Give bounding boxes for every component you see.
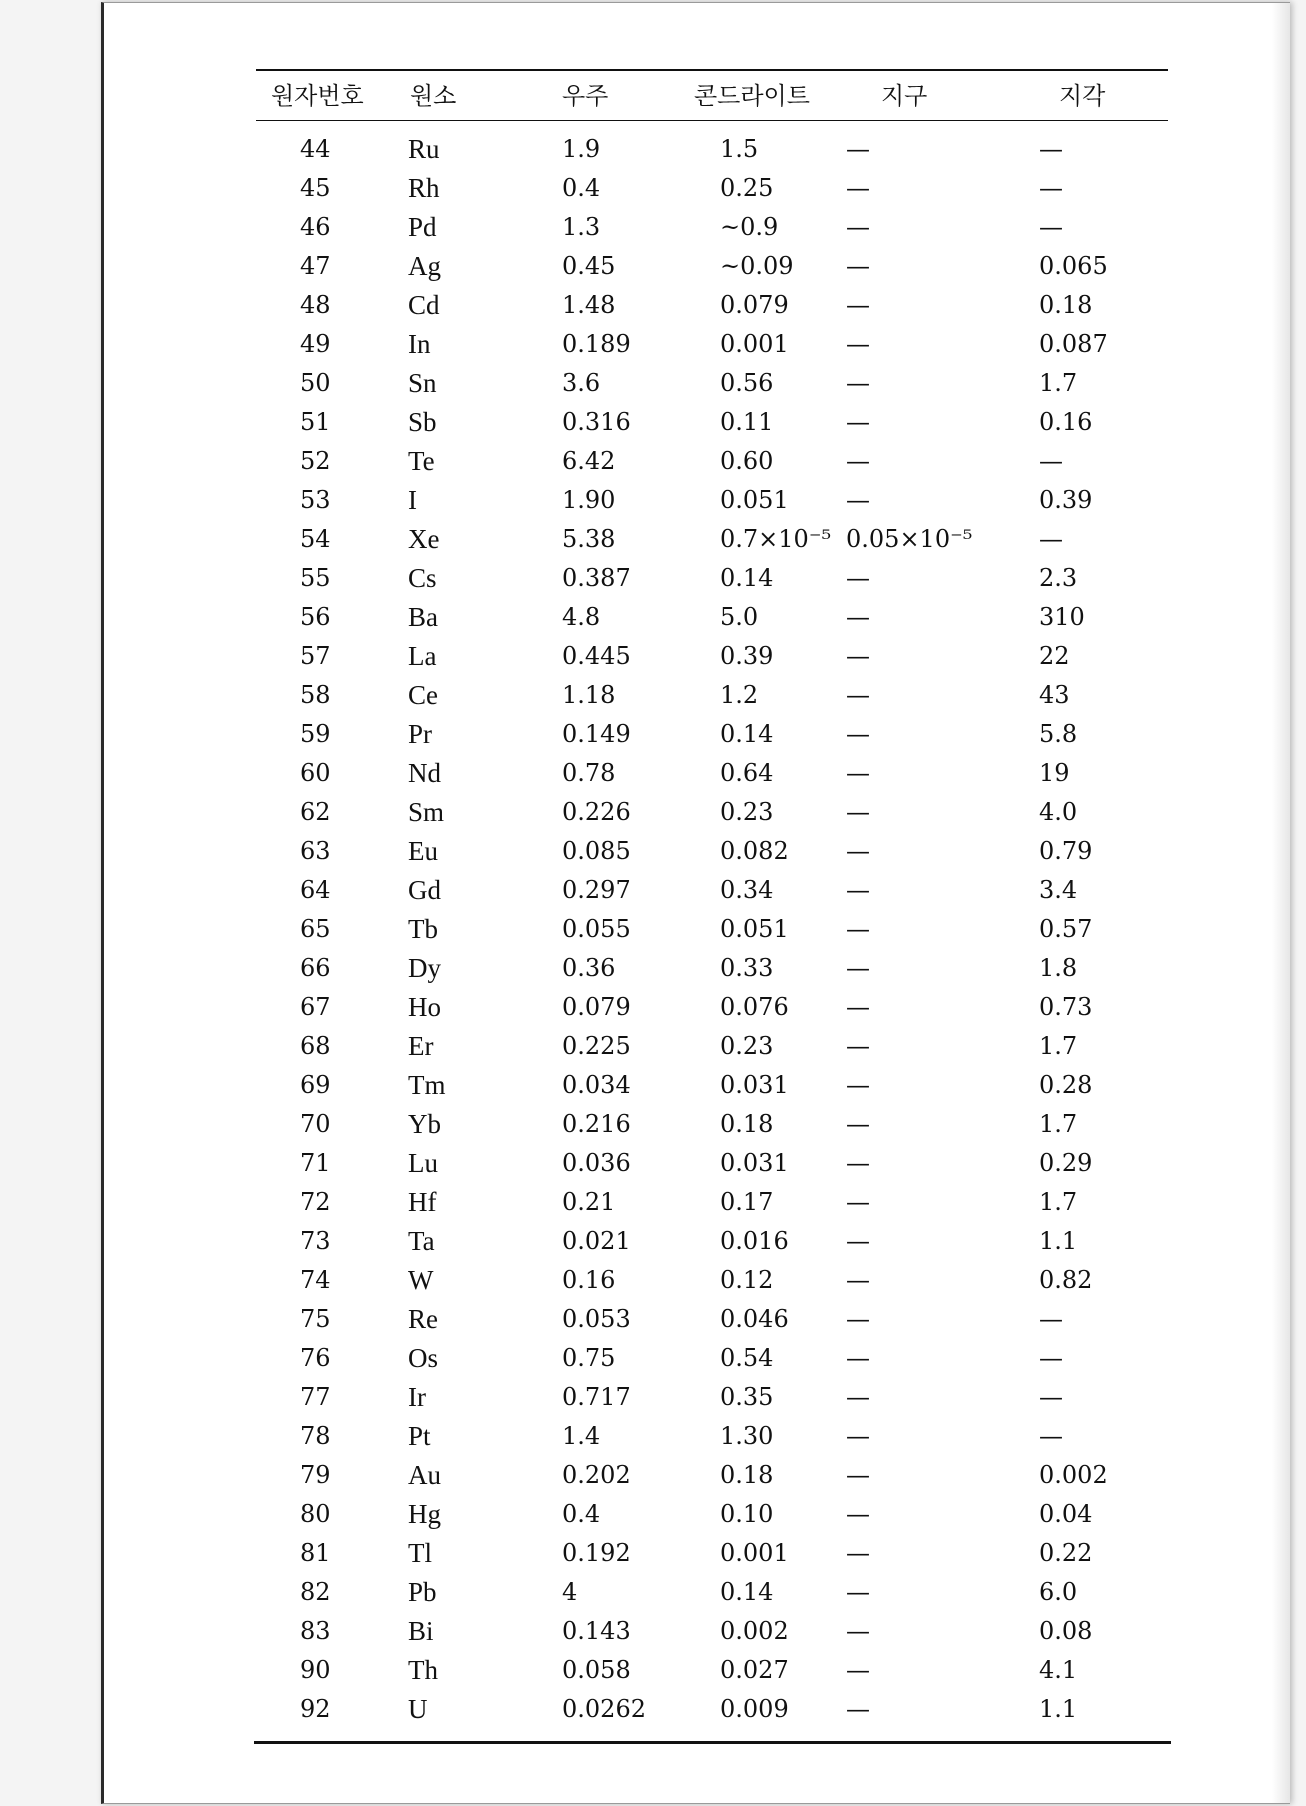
table-row <box>104 364 1290 403</box>
table-row <box>104 1612 1290 1651</box>
cell-atomic-number: 49 <box>300 330 331 358</box>
cell-earth: 0.05×10⁻⁵ <box>846 525 973 553</box>
cell-earth: — <box>846 1032 870 1060</box>
cell-atomic-number: 57 <box>300 642 331 670</box>
cell-crust: 0.73 <box>1039 993 1093 1021</box>
table-row <box>104 871 1290 910</box>
cell-chondrite: 0.076 <box>720 993 789 1021</box>
cell-atomic-number: 44 <box>300 135 331 163</box>
table-row <box>104 1105 1290 1144</box>
cell-earth: — <box>846 135 870 163</box>
cell-cosmic: 4.8 <box>562 603 601 631</box>
cell-element: Tm <box>408 1070 446 1100</box>
cell-chondrite: 0.56 <box>720 369 774 397</box>
cell-atomic-number: 58 <box>300 681 331 709</box>
cell-crust: 1.7 <box>1039 1110 1078 1138</box>
cell-crust: 0.08 <box>1039 1617 1093 1645</box>
table-row <box>104 1183 1290 1222</box>
table-row <box>104 637 1290 676</box>
cell-earth: — <box>846 486 870 514</box>
cell-element: Cs <box>408 563 437 593</box>
cell-atomic-number: 48 <box>300 291 331 319</box>
table-row <box>104 442 1290 481</box>
cell-cosmic: 0.316 <box>562 408 631 436</box>
cell-cosmic: 0.21 <box>562 1188 616 1216</box>
cell-earth: — <box>846 1305 870 1333</box>
cell-crust: 0.57 <box>1039 915 1093 943</box>
cell-cosmic: 0.78 <box>562 759 616 787</box>
cell-atomic-number: 62 <box>300 798 331 826</box>
table-bottom-rule <box>254 1741 1171 1744</box>
header-crust: 지각 <box>1059 82 1106 110</box>
cell-cosmic: 1.18 <box>562 681 616 709</box>
table-row <box>104 247 1290 286</box>
cell-earth: — <box>846 1227 870 1255</box>
cell-cosmic: 0.717 <box>562 1383 631 1411</box>
cell-chondrite: 1.30 <box>720 1422 774 1450</box>
cell-chondrite: 0.10 <box>720 1500 774 1528</box>
cell-earth: — <box>846 798 870 826</box>
cell-cosmic: 0.055 <box>562 915 631 943</box>
cell-atomic-number: 71 <box>300 1149 331 1177</box>
cell-crust: — <box>1039 447 1063 475</box>
cell-atomic-number: 73 <box>300 1227 331 1255</box>
cell-crust: 3.4 <box>1039 876 1078 904</box>
cell-chondrite: 0.12 <box>720 1266 774 1294</box>
cell-crust: 6.0 <box>1039 1578 1078 1606</box>
cell-chondrite: 1.5 <box>720 135 759 163</box>
cell-element: Lu <box>408 1148 438 1178</box>
cell-element: U <box>408 1694 428 1724</box>
cell-element: Ag <box>408 251 441 281</box>
cell-crust: — <box>1039 1422 1063 1450</box>
cell-cosmic: 4 <box>562 1578 578 1606</box>
cell-crust: 1.1 <box>1039 1227 1078 1255</box>
table-row <box>104 676 1290 715</box>
cell-crust: 0.087 <box>1039 330 1108 358</box>
cell-crust: — <box>1039 525 1063 553</box>
cell-element: In <box>408 329 431 359</box>
cell-atomic-number: 83 <box>300 1617 331 1645</box>
cell-earth: — <box>846 1422 870 1450</box>
cell-chondrite: 0.051 <box>720 915 789 943</box>
cell-cosmic: 0.189 <box>562 330 631 358</box>
cell-cosmic: 0.75 <box>562 1344 616 1372</box>
cell-cosmic: 0.45 <box>562 252 616 280</box>
cell-crust: 0.18 <box>1039 291 1093 319</box>
cell-chondrite: 0.001 <box>720 1539 789 1567</box>
table-row <box>104 403 1290 442</box>
cell-atomic-number: 53 <box>300 486 331 514</box>
cell-chondrite: 0.60 <box>720 447 774 475</box>
cell-cosmic: 0.058 <box>562 1656 631 1684</box>
cell-cosmic: 0.053 <box>562 1305 631 1333</box>
cell-crust: 310 <box>1039 603 1085 631</box>
cell-chondrite: 0.14 <box>720 1578 774 1606</box>
cell-crust: 1.7 <box>1039 1032 1078 1060</box>
cell-chondrite: 0.23 <box>720 1032 774 1060</box>
table-top-rule <box>256 69 1168 71</box>
cell-atomic-number: 56 <box>300 603 331 631</box>
cell-chondrite: 0.079 <box>720 291 789 319</box>
cell-element: La <box>408 641 437 671</box>
cell-crust: 5.8 <box>1039 720 1078 748</box>
cell-atomic-number: 79 <box>300 1461 331 1489</box>
cell-cosmic: 0.079 <box>562 993 631 1021</box>
cell-element: Ba <box>408 602 438 632</box>
table-row <box>104 286 1290 325</box>
cell-atomic-number: 72 <box>300 1188 331 1216</box>
cell-element: Er <box>408 1031 434 1061</box>
cell-chondrite: 0.11 <box>720 408 774 436</box>
cell-atomic-number: 60 <box>300 759 331 787</box>
cell-crust: 0.002 <box>1039 1461 1108 1489</box>
cell-chondrite: 0.18 <box>720 1110 774 1138</box>
cell-atomic-number: 65 <box>300 915 331 943</box>
cell-earth: — <box>846 1617 870 1645</box>
cell-cosmic: 1.90 <box>562 486 616 514</box>
cell-cosmic: 1.9 <box>562 135 601 163</box>
cell-element: Re <box>408 1304 438 1334</box>
cell-atomic-number: 82 <box>300 1578 331 1606</box>
cell-atomic-number: 81 <box>300 1539 331 1567</box>
header-element: 원소 <box>410 82 457 110</box>
table-row <box>104 1573 1290 1612</box>
cell-atomic-number: 92 <box>300 1695 331 1723</box>
header-earth: 지구 <box>881 82 928 110</box>
cell-crust: 1.8 <box>1039 954 1078 982</box>
table-row <box>104 1495 1290 1534</box>
cell-element: Pt <box>408 1421 431 1451</box>
cell-element: Au <box>408 1460 441 1490</box>
table-row <box>104 1300 1290 1339</box>
cell-atomic-number: 54 <box>300 525 331 553</box>
cell-element: Ru <box>408 134 440 164</box>
cell-atomic-number: 63 <box>300 837 331 865</box>
cell-element: I <box>408 485 417 515</box>
cell-crust: 0.22 <box>1039 1539 1093 1567</box>
cell-earth: — <box>846 1344 870 1372</box>
cell-element: Ta <box>408 1226 435 1256</box>
cell-crust: — <box>1039 1305 1063 1333</box>
cell-crust: — <box>1039 135 1063 163</box>
cell-atomic-number: 50 <box>300 369 331 397</box>
cell-crust: 0.28 <box>1039 1071 1093 1099</box>
cell-earth: — <box>846 408 870 436</box>
cell-chondrite: 0.027 <box>720 1656 789 1684</box>
cell-atomic-number: 90 <box>300 1656 331 1684</box>
table-row <box>104 1066 1290 1105</box>
cell-crust: 1.7 <box>1039 369 1078 397</box>
table-row <box>104 169 1290 208</box>
cell-element: Hg <box>408 1499 441 1529</box>
cell-chondrite: 0.34 <box>720 876 774 904</box>
cell-earth: — <box>846 1149 870 1177</box>
cell-chondrite: 0.009 <box>720 1695 789 1723</box>
table-body <box>104 130 1290 1729</box>
cell-cosmic: 0.36 <box>562 954 616 982</box>
cell-cosmic: 1.4 <box>562 1422 601 1450</box>
cell-chondrite: ~0.9 <box>720 213 779 241</box>
table-header-rule <box>256 120 1168 121</box>
table-row <box>104 832 1290 871</box>
cell-atomic-number: 66 <box>300 954 331 982</box>
cell-earth: — <box>846 564 870 592</box>
cell-chondrite: 0.18 <box>720 1461 774 1489</box>
cell-chondrite: ~0.09 <box>720 252 794 280</box>
cell-chondrite: 0.25 <box>720 174 774 202</box>
cell-atomic-number: 59 <box>300 720 331 748</box>
cell-cosmic: 0.0262 <box>562 1695 646 1723</box>
cell-cosmic: 0.387 <box>562 564 631 592</box>
table-row <box>104 598 1290 637</box>
cell-chondrite: 0.002 <box>720 1617 789 1645</box>
cell-chondrite: 5.0 <box>720 603 759 631</box>
table-row <box>104 559 1290 598</box>
table-row <box>104 715 1290 754</box>
table-row <box>104 910 1290 949</box>
cell-chondrite: 0.64 <box>720 759 774 787</box>
cell-earth: — <box>846 1266 870 1294</box>
cell-atomic-number: 55 <box>300 564 331 592</box>
cell-chondrite: 0.031 <box>720 1071 789 1099</box>
cell-earth: — <box>846 252 870 280</box>
cell-crust: 19 <box>1039 759 1070 787</box>
header-chondrite: 콘드라이트 <box>694 82 810 110</box>
cell-element: Gd <box>408 875 441 905</box>
table-row <box>104 1027 1290 1066</box>
cell-earth: — <box>846 1071 870 1099</box>
cell-cosmic: 0.192 <box>562 1539 631 1567</box>
cell-atomic-number: 51 <box>300 408 331 436</box>
cell-chondrite: 0.35 <box>720 1383 774 1411</box>
cell-element: Sn <box>408 368 437 398</box>
cell-crust: 0.82 <box>1039 1266 1093 1294</box>
cell-cosmic: 0.202 <box>562 1461 631 1489</box>
cell-earth: — <box>846 837 870 865</box>
cell-element: Pr <box>408 719 433 749</box>
cell-crust: — <box>1039 1383 1063 1411</box>
cell-atomic-number: 75 <box>300 1305 331 1333</box>
cell-element: Os <box>408 1343 439 1373</box>
cell-earth: — <box>846 213 870 241</box>
table-row <box>104 1417 1290 1456</box>
cell-atomic-number: 76 <box>300 1344 331 1372</box>
cell-earth: — <box>846 1383 870 1411</box>
cell-earth: — <box>846 1578 870 1606</box>
cell-atomic-number: 78 <box>300 1422 331 1450</box>
cell-crust: 4.1 <box>1039 1656 1078 1684</box>
table-row <box>104 130 1290 169</box>
cell-crust: 0.065 <box>1039 252 1108 280</box>
cell-earth: — <box>846 1110 870 1138</box>
cell-element: Pb <box>408 1577 437 1607</box>
cell-atomic-number: 68 <box>300 1032 331 1060</box>
cell-crust: 0.79 <box>1039 837 1093 865</box>
cell-element: Tb <box>408 914 438 944</box>
header-cosmic: 우주 <box>562 82 609 110</box>
cell-cosmic: 0.149 <box>562 720 631 748</box>
cell-element: Th <box>408 1655 438 1685</box>
cell-crust: 0.16 <box>1039 408 1093 436</box>
cell-atomic-number: 45 <box>300 174 331 202</box>
cell-cosmic: 0.16 <box>562 1266 616 1294</box>
cell-cosmic: 1.48 <box>562 291 616 319</box>
cell-chondrite: 0.39 <box>720 642 774 670</box>
cell-chondrite: 0.031 <box>720 1149 789 1177</box>
table-row <box>104 1222 1290 1261</box>
cell-chondrite: 1.2 <box>720 681 759 709</box>
cell-atomic-number: 70 <box>300 1110 331 1138</box>
cell-earth: — <box>846 759 870 787</box>
cell-chondrite: 0.051 <box>720 486 789 514</box>
cell-cosmic: 3.6 <box>562 369 601 397</box>
cell-earth: — <box>846 369 870 397</box>
cell-earth: — <box>846 1539 870 1567</box>
cell-cosmic: 0.4 <box>562 1500 601 1528</box>
cell-element: W <box>408 1265 434 1295</box>
cell-earth: — <box>846 954 870 982</box>
table-row <box>104 754 1290 793</box>
cell-cosmic: 0.297 <box>562 876 631 904</box>
cell-crust: 1.7 <box>1039 1188 1078 1216</box>
cell-element: Hf <box>408 1187 437 1217</box>
cell-element: Sm <box>408 797 445 827</box>
cell-atomic-number: 64 <box>300 876 331 904</box>
cell-chondrite: 0.046 <box>720 1305 789 1333</box>
table-row <box>104 1339 1290 1378</box>
cell-cosmic: 0.225 <box>562 1032 631 1060</box>
cell-crust: — <box>1039 174 1063 202</box>
cell-earth: — <box>846 720 870 748</box>
cell-crust: 22 <box>1039 642 1070 670</box>
cell-crust: 43 <box>1039 681 1070 709</box>
cell-chondrite: 0.082 <box>720 837 789 865</box>
cell-cosmic: 1.3 <box>562 213 601 241</box>
cell-element: Dy <box>408 953 441 983</box>
cell-crust: 0.04 <box>1039 1500 1093 1528</box>
cell-earth: — <box>846 603 870 631</box>
header-atomic-number: 원자번호 <box>271 82 364 110</box>
cell-chondrite: 0.14 <box>720 564 774 592</box>
cell-atomic-number: 77 <box>300 1383 331 1411</box>
cell-element: Nd <box>408 758 441 788</box>
cell-atomic-number: 69 <box>300 1071 331 1099</box>
cell-cosmic: 0.034 <box>562 1071 631 1099</box>
cell-atomic-number: 52 <box>300 447 331 475</box>
cell-earth: — <box>846 1461 870 1489</box>
cell-cosmic: 5.38 <box>562 525 616 553</box>
cell-earth: — <box>846 642 870 670</box>
cell-element: Ho <box>408 992 441 1022</box>
cell-cosmic: 0.085 <box>562 837 631 865</box>
cell-atomic-number: 47 <box>300 252 331 280</box>
cell-crust: 0.39 <box>1039 486 1093 514</box>
cell-cosmic: 0.4 <box>562 174 601 202</box>
table-row <box>104 1261 1290 1300</box>
cell-cosmic: 0.226 <box>562 798 631 826</box>
cell-cosmic: 0.445 <box>562 642 631 670</box>
cell-earth: — <box>846 330 870 358</box>
cell-earth: — <box>846 1695 870 1723</box>
cell-chondrite: 0.23 <box>720 798 774 826</box>
cell-cosmic: 6.42 <box>562 447 616 475</box>
cell-element: Bi <box>408 1616 434 1646</box>
cell-cosmic: 0.021 <box>562 1227 631 1255</box>
cell-crust: — <box>1039 1344 1063 1372</box>
cell-crust: 0.29 <box>1039 1149 1093 1177</box>
cell-earth: — <box>846 876 870 904</box>
document-page <box>101 2 1290 1804</box>
cell-chondrite: 0.7×10⁻⁵ <box>720 525 832 553</box>
cell-earth: — <box>846 681 870 709</box>
cell-earth: — <box>846 174 870 202</box>
cell-element: Pd <box>408 212 437 242</box>
cell-atomic-number: 46 <box>300 213 331 241</box>
cell-cosmic: 0.036 <box>562 1149 631 1177</box>
cell-element: Yb <box>408 1109 441 1139</box>
cell-earth: — <box>846 291 870 319</box>
cell-chondrite: 0.17 <box>720 1188 774 1216</box>
cell-earth: — <box>846 447 870 475</box>
cell-earth: — <box>846 915 870 943</box>
table-row <box>104 325 1290 364</box>
cell-atomic-number: 67 <box>300 993 331 1021</box>
cell-earth: — <box>846 993 870 1021</box>
cell-earth: — <box>846 1188 870 1216</box>
cell-chondrite: 0.54 <box>720 1344 774 1372</box>
cell-element: Tl <box>408 1538 432 1568</box>
table-row <box>104 1651 1290 1690</box>
table-row <box>104 1456 1290 1495</box>
cell-atomic-number: 80 <box>300 1500 331 1528</box>
cell-chondrite: 0.33 <box>720 954 774 982</box>
cell-atomic-number: 74 <box>300 1266 331 1294</box>
table-row <box>104 988 1290 1027</box>
table-row <box>104 520 1290 559</box>
cell-chondrite: 0.016 <box>720 1227 789 1255</box>
table-row <box>104 1690 1290 1729</box>
cell-element: Xe <box>408 524 440 554</box>
cell-crust: — <box>1039 213 1063 241</box>
cell-crust: 2.3 <box>1039 564 1078 592</box>
table-row <box>104 208 1290 247</box>
cell-element: Te <box>408 446 435 476</box>
table-row <box>104 1378 1290 1417</box>
cell-crust: 4.0 <box>1039 798 1078 826</box>
table-row <box>104 949 1290 988</box>
table-row <box>104 1534 1290 1573</box>
cell-chondrite: 0.14 <box>720 720 774 748</box>
cell-element: Cd <box>408 290 440 320</box>
table-row <box>104 1144 1290 1183</box>
cell-cosmic: 0.143 <box>562 1617 631 1645</box>
cell-element: Ce <box>408 680 438 710</box>
cell-earth: — <box>846 1656 870 1684</box>
table-row <box>104 793 1290 832</box>
table-row <box>104 481 1290 520</box>
cell-crust: 1.1 <box>1039 1695 1078 1723</box>
cell-chondrite: 0.001 <box>720 330 789 358</box>
cell-cosmic: 0.216 <box>562 1110 631 1138</box>
cell-earth: — <box>846 1500 870 1528</box>
cell-element: Ir <box>408 1382 426 1412</box>
cell-element: Rh <box>408 173 440 203</box>
cell-element: Eu <box>408 836 438 866</box>
cell-element: Sb <box>408 407 437 437</box>
